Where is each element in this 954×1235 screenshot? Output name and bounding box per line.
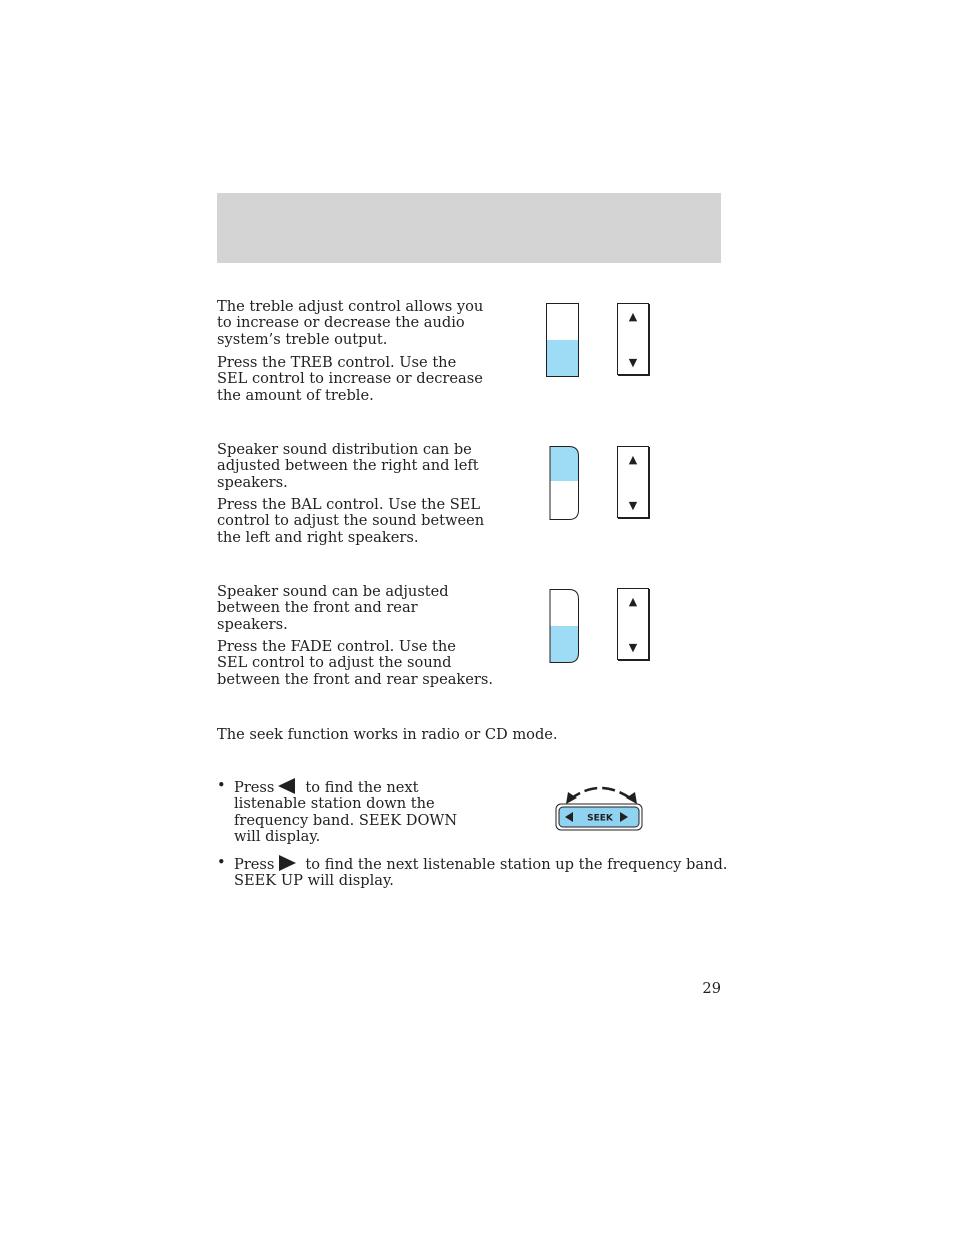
seek-button-illustration — [553, 778, 648, 834]
fade-description: Speaker sound can be adjusted between the front and rear speakers. — [217, 583, 449, 633]
treble-description: The treble adjust control allows you to increase or decrease the audio system’s treble output. — [217, 298, 484, 348]
up-arrow-icon: ▲ — [628, 310, 638, 323]
bullet: • — [217, 777, 226, 794]
seek-right-arrow-icon — [278, 855, 296, 871]
seek-up-text: to find the next listenable station up the frequency band. SEEK UP will display. — [234, 856, 728, 890]
header-band — [217, 193, 721, 263]
seek-button-label: SEEK — [587, 813, 613, 824]
fade-instructions: Press the FADE control. Use the SEL control to adjust the sound between the front and rear speakers. — [217, 638, 494, 688]
balance-speaker-icon — [547, 444, 583, 522]
up-arrow-icon: ▲ — [628, 595, 638, 608]
up-arrow-icon: ▲ — [628, 453, 638, 466]
seek-down-item — [234, 778, 457, 846]
arrow-left-icon — [566, 792, 577, 804]
down-arrow-icon: ▼ — [628, 499, 638, 512]
treble-level-icon — [545, 302, 581, 378]
bullet: • — [217, 854, 226, 871]
press-label: Press — [234, 856, 275, 873]
balance-instructions: Press the BAL control. Use the SEL control to adjust the sound between the left and right speakers. — [217, 496, 485, 546]
balance-sel-control-icon — [617, 446, 649, 518]
seek-up-item — [234, 855, 727, 890]
treble-sel-control-icon — [617, 303, 649, 375]
arrow-right-icon — [626, 792, 637, 804]
down-arrow-icon: ▼ — [628, 641, 638, 654]
down-arrow-icon: ▼ — [628, 356, 638, 369]
treble-instructions: Press the TREB control. Use the SEL control to increase or decrease the amount of treble. — [217, 354, 483, 404]
seek-down-text: to find the next listenable station down the frequency band. SEEK DOWN will display. — [234, 779, 458, 846]
seek-intro: The seek function works in radio or CD mode. — [217, 726, 558, 743]
fade-speaker-icon — [547, 587, 583, 665]
seek-left-arrow-icon — [278, 778, 296, 794]
page-number: 29 — [702, 980, 721, 997]
balance-description: Speaker sound distribution can be adjusted between the right and left speakers. — [217, 441, 479, 491]
press-label: Press — [234, 779, 275, 796]
fade-sel-control-icon — [617, 588, 649, 660]
